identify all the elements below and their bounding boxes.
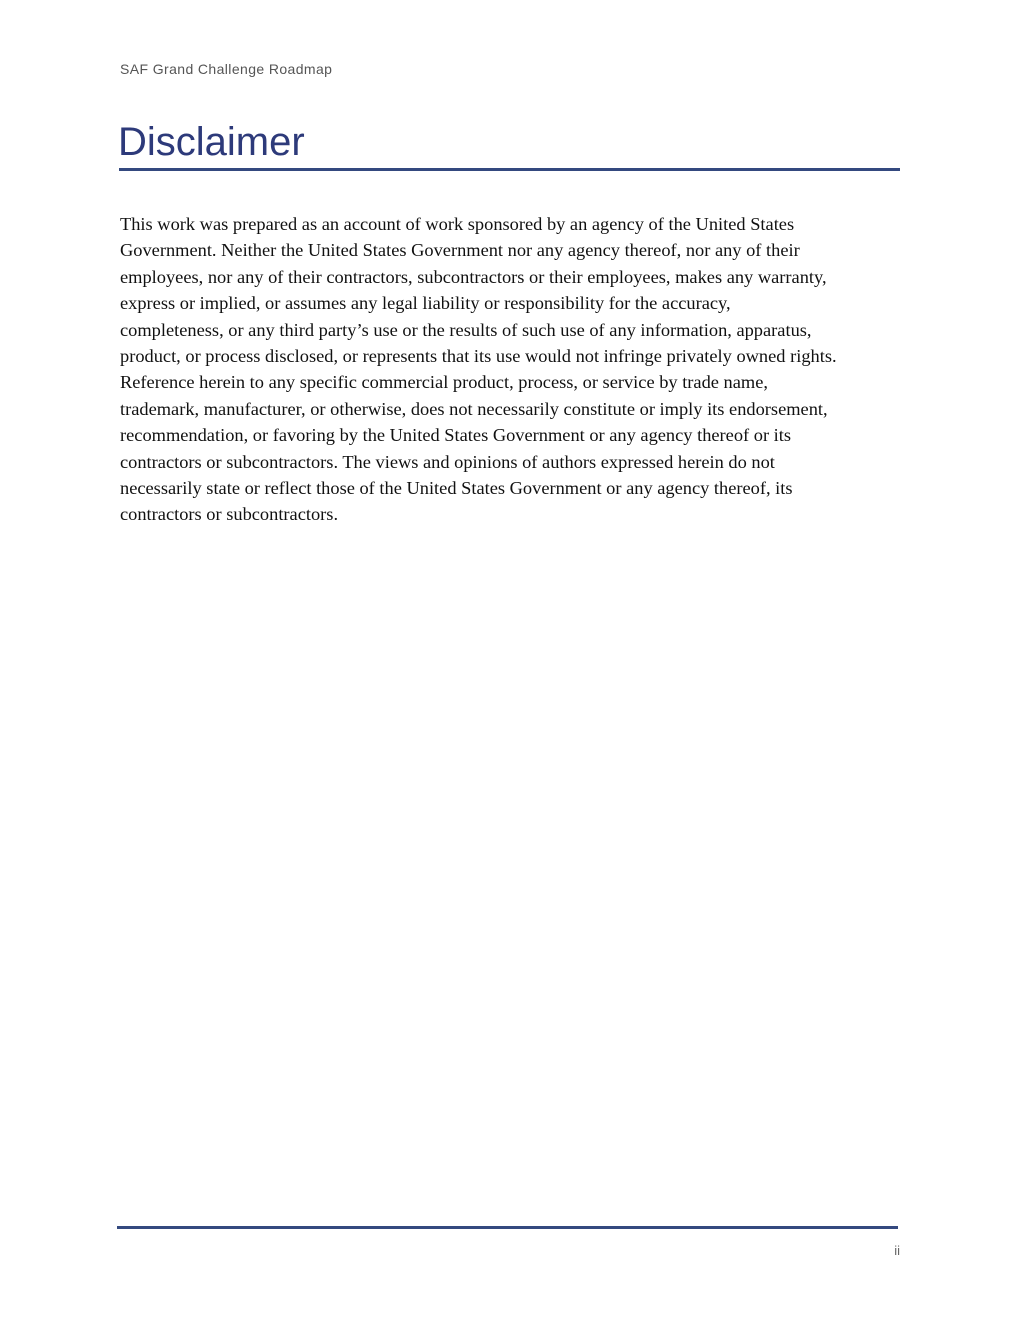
running-header: SAF Grand Challenge Roadmap <box>120 61 333 77</box>
paragraph-line: employees, nor any of their contractors, subcontractors or their employees, makes any warranty, <box>120 266 827 287</box>
paragraph-line: trademark, manufacturer, or otherwise, does not necessarily constitute or imply its endorsement, <box>120 398 828 419</box>
disclaimer-paragraph <box>120 211 905 528</box>
paragraph-line: necessarily state or reflect those of the United States Government or any agency thereof, its <box>120 478 793 499</box>
footer-divider <box>117 1226 898 1229</box>
paragraph-line: recommendation, or favoring by the United States Government or any agency thereof or its <box>120 425 792 446</box>
page-number: ii <box>894 1243 900 1258</box>
section-title: Disclaimer <box>118 120 305 164</box>
paragraph-line: This work was prepared as an account of work sponsored by an agency of the United States <box>120 214 795 234</box>
paragraph-line: Reference herein to any specific commercial product, process, or service by trade name, <box>120 372 768 393</box>
paragraph-line: product, or process disclosed, or represents that its use would not infringe privately owned rights. <box>120 346 837 367</box>
paragraph-line: contractors or subcontractors. <box>120 504 339 525</box>
paragraph-line: Government. Neither the United States Government nor any agency thereof, nor any of their <box>120 240 800 261</box>
title-divider <box>119 168 900 171</box>
paragraph-line: contractors or subcontractors. The views and opinions of authors expressed herein do not <box>120 451 775 472</box>
paragraph-line: express or implied, or assumes any legal liability or responsibility for the accuracy, <box>120 293 731 314</box>
paragraph-line: completeness, or any third party’s use or the results of such use of any information, apparatus, <box>120 319 812 340</box>
